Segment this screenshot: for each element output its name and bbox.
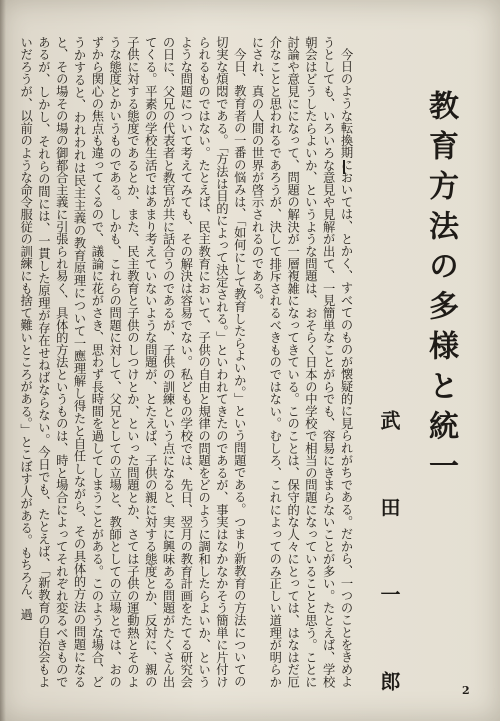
body-paragraph-2: 今日、教育者の一番の悩みは、「如何にして教育したらよいか。」という問題である。つまり新教育の方法についての切実な煩悶である。「方法は目的によって決定される。」といわれてきたのであるが、事実はなかなかそう簡単に片付けられるものではない。たとえば、民主教育において、子供の自由と規律の問題をどのように調和したらよいか、というような問題について考えてみても、その解決は容易でない。私どもの学校では、先日、翌月の教育計画をたてる研究会の日に、父兄の代表者と教官が共に話合うのであるが、子供の訓練という点になると、実に興味ある問題がたくさん出てくる。平素の学校生活ではあまり考えていないような問題が、とたえば、子供の親に対する態度とか、反対に、親の子供に対する態度であるとか、また、民主教育と子供のしつけとか、といった問題とか、さては子供の運動熱とそのような態度とかいうものである。しかも、これらの問題に対して、父兄としての立場と、教師としての立場とでは、おのずから関心の焦点も違ってくるので、議論に花がさき、思わず長時間を過してしまうことがある。このような場合、どうかすると、われわれは民主主義の教育原理について一應理解し得たと自任しながら、その具体的方法の問題になると、その場その場の御都合主義に引張られ易く、具体的方法というものは、時と場合によってそれぞれ変るべきものであるが、しかし、それらの間には、一貫した原理が存在せねばならない。今日でも、たとえば、「新教育の自治会もよいだろうが、以前のような命令服従の訓練にも捨て難いところがある。」とこぼす人がある。もちろん、過 [18,36,247,688]
article-title: 教育方法の多様と統一 [423,90,458,490]
body-paragraph-1: 今日のような転換期においては、とかく、すべてのものが懐疑的に見られがちである。だから、一つのことをきめようとしても、いろいろな意見や見解が出て、一見簡単なことがらでも、容易にきまらないことが多い。たとえば、学校朝会はどうしたらよいか、というような問題は、おそらく日本の中学校で相当の問題になっていることと思う。ことに討論や意見にになって、問題の解決が一層複雑になってきている。このことは、保守的な人々にとっては、はなはだ厄介なことと思われるであろうが、決して排斥されるべきものではない。むしろ、これによってのみ正しい道理が明らかにされ、真の人間の世界が啓示されるのである。 [250,36,353,688]
article-author: 武 田 一 郎 [377,410,401,721]
page-number: 2 [462,684,470,697]
article-body [18,36,354,688]
page-edge-shadow [0,0,6,721]
